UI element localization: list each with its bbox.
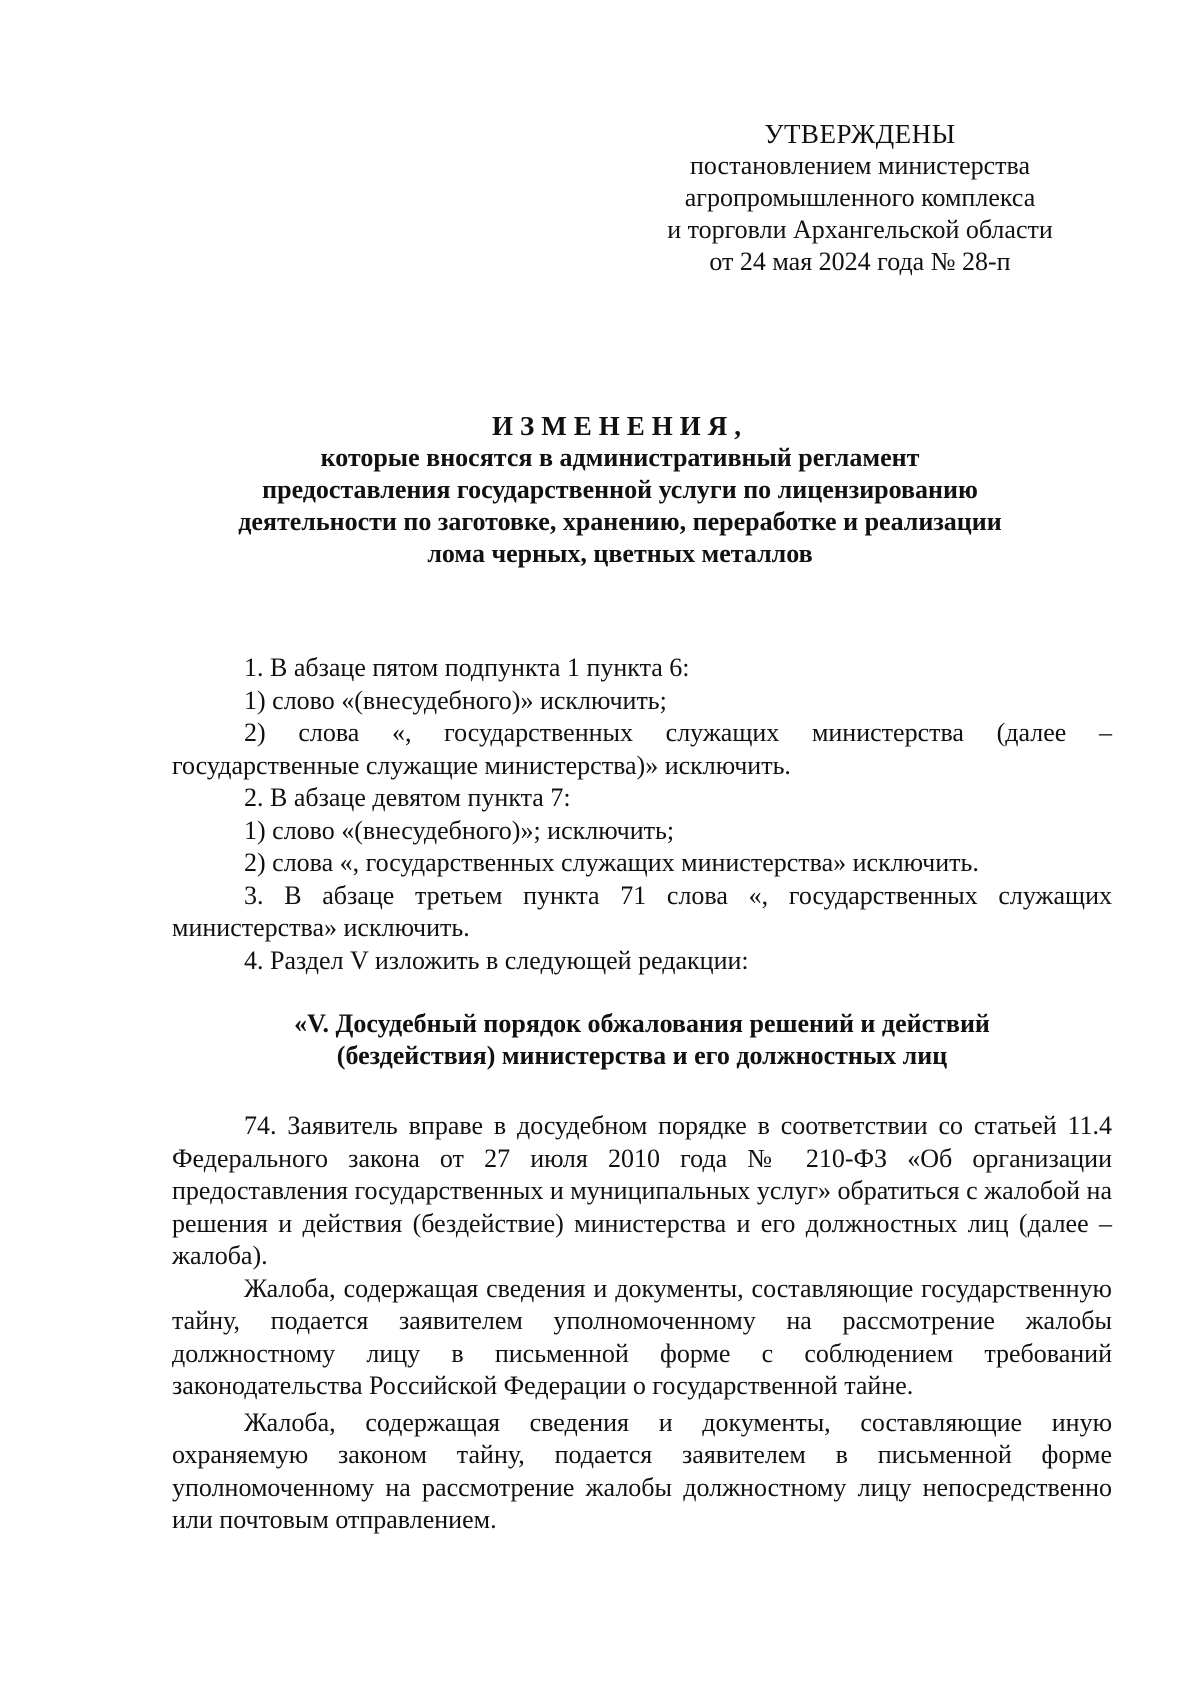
change-item: 1. В абзаце пятом подпункта 1 пункта 6: — [244, 653, 690, 682]
approval-line-1: постановлением министерства — [689, 151, 1031, 180]
approval-line-3: и торговли Архангельской области — [667, 215, 1053, 244]
change-item: 1) слово «(внесудебного)»; исключить; — [244, 815, 675, 845]
approval-stamp-block — [660, 118, 1060, 278]
title-line-4: лома черных, цветных металлов — [427, 539, 813, 568]
document-title-block — [170, 410, 1070, 570]
title-line-2: предоставления государственной услуги по лицензированию — [262, 475, 978, 504]
paragraph: 74. Заявитель вправе в досудебном порядке в соответствии со статьей 11.4 Федерального закона от 27 июля 2010 года № 210-ФЗ «Об организации предоставления государственных и муниципальных услуг» обратиться с жалобой на решения и действия (бездействие) министерства и его должностных лиц (далее – жалоба). — [172, 1111, 1112, 1270]
approval-line-2: агропромышленного комплекса — [684, 183, 1036, 212]
approval-line-4: от 24 мая 2024 года № 28-п — [709, 247, 1011, 276]
section-heading-line-2: (бездействия) министерства и его должностных лиц — [336, 1041, 948, 1070]
change-item: 1) слово «(внесудебного)» исключить; — [244, 685, 667, 715]
change-item: 2. В абзаце девятом пункта 7: — [244, 783, 571, 812]
change-item: 2) слова «, государственных служащих министерства (далее – государственные служащие министерства)» исключить. — [172, 718, 1112, 780]
change-item: 4. Раздел V изложить в следующей редакции: — [244, 945, 749, 975]
change-item: 2) слова «, государственных служащих министерства» исключить. — [244, 848, 979, 877]
document-title: ИЗМЕНЕНИЯ, — [491, 411, 748, 441]
approved-label: УТВЕРЖДЕНЫ — [764, 119, 956, 149]
title-line-1: которые вносятся в административный регламент — [320, 443, 920, 472]
section-heading — [172, 1008, 1112, 1072]
changes-list — [172, 652, 1112, 977]
paragraph: Жалоба, содержащая сведения и документы, составляющие иную охраняемую законом тайну, подается заявителем в письменной форме уполномоченному на рассмотрение жалобы должностному лицу непосредственно или почтовым отправлением. — [172, 1407, 1112, 1534]
section-heading-line-1: «V. Досудебный порядок обжалования решений и действий — [294, 1009, 990, 1038]
title-line-3: деятельности по заготовке, хранению, переработке и реализации — [238, 507, 1002, 536]
section-body — [172, 1110, 1112, 1537]
paragraph: Жалоба, содержащая сведения и документы, составляющие государственную тайну, подается заявителем уполномоченному на рассмотрение жалобы должностному лицу в письменной форме с соблюдением требований законодательства Российской Федерации о государственной тайне. — [172, 1273, 1112, 1400]
change-item: 3. В абзаце третьем пункта 71 слова «, государственных служащих министерства» исключить. — [172, 880, 1112, 942]
